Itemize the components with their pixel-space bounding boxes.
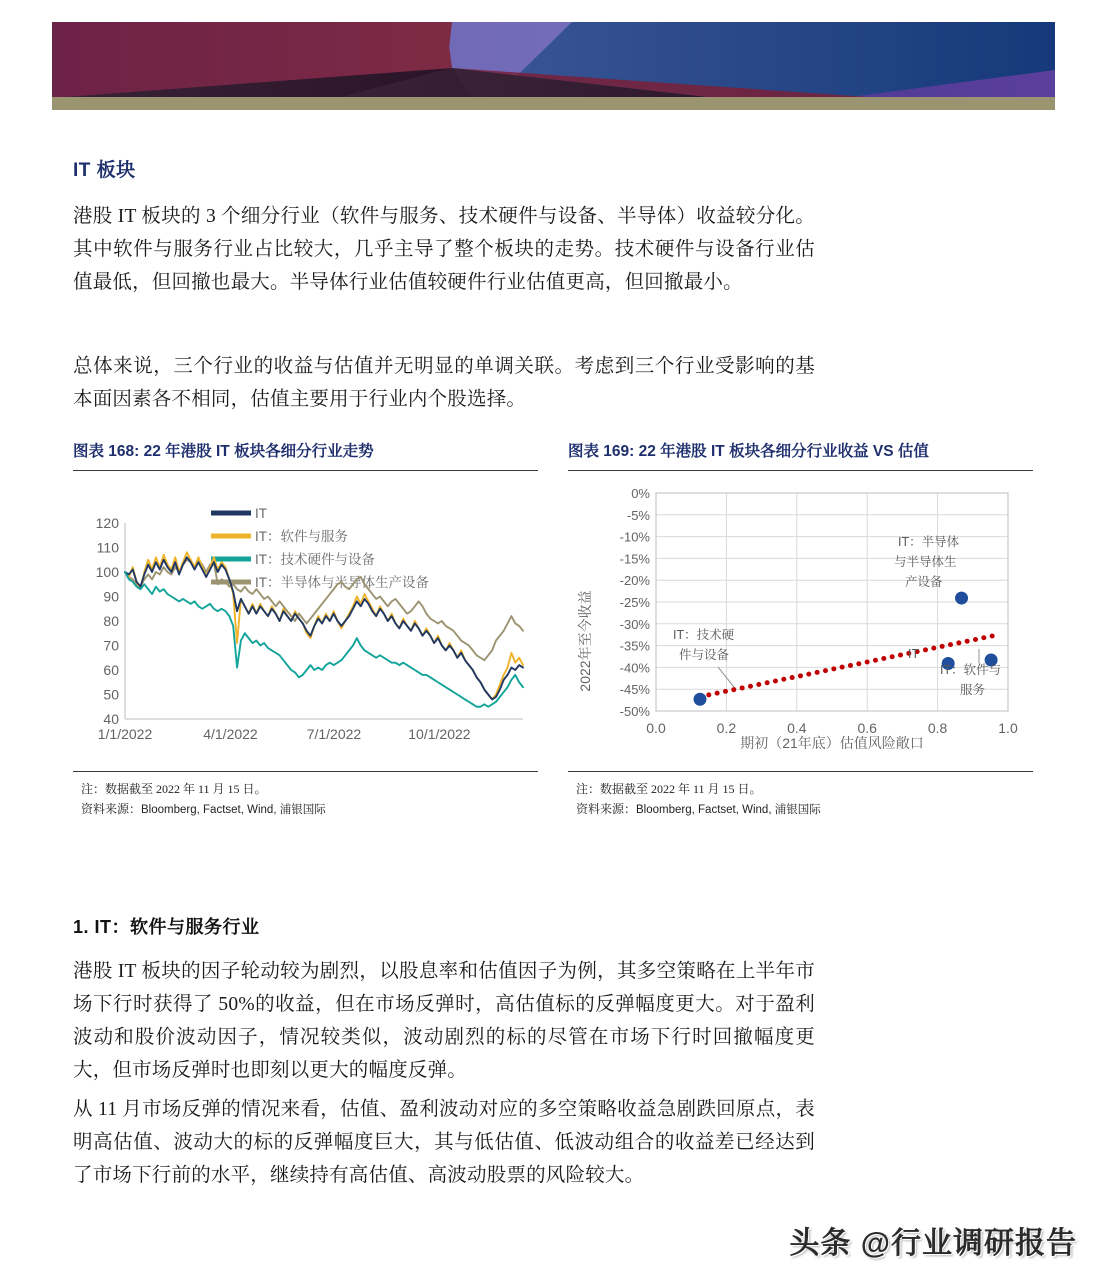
scatter-points-group bbox=[694, 592, 998, 706]
x-tick-3: 10/1/2022 bbox=[408, 726, 471, 742]
line-series-2 bbox=[125, 572, 523, 707]
y-tick-120: 120 bbox=[95, 515, 119, 531]
trendline-dot bbox=[748, 684, 753, 689]
trendline-dot bbox=[956, 640, 961, 645]
figure-169-title: 图表 169: 22 年港股 IT 板块各细分行业收益 VS 估值 bbox=[568, 443, 929, 460]
scatter-point-0[interactable] bbox=[694, 693, 707, 706]
y-tick-100: 100 bbox=[95, 564, 119, 580]
scatter-x-tick-1.0: 1.0 bbox=[998, 720, 1018, 736]
annot-software-line1: IT：软件与 bbox=[940, 663, 1002, 677]
trendline-dot bbox=[881, 656, 886, 661]
scatter-chart-svg bbox=[568, 471, 1033, 771]
y-tick-80: 80 bbox=[103, 613, 119, 629]
y-tick-60: 60 bbox=[103, 662, 119, 678]
trendline-dot bbox=[898, 653, 903, 658]
scatter-y-tick--50%: -50% bbox=[619, 704, 650, 719]
chart-legend bbox=[211, 506, 429, 590]
trendline-dot bbox=[815, 670, 820, 675]
trendline-dot bbox=[781, 677, 786, 682]
y-tick-50: 50 bbox=[103, 686, 119, 703]
x-axis-ticks bbox=[98, 726, 471, 742]
trendline-dot bbox=[948, 642, 953, 647]
trendline-dot bbox=[931, 646, 936, 651]
annot-hardware-line2: 件与设备 bbox=[679, 648, 730, 662]
trendline-dot bbox=[765, 680, 770, 685]
annot-semi-line2: 与半导体生 bbox=[894, 555, 957, 569]
subsection-title: 1. IT：软件与服务行业 bbox=[73, 917, 260, 937]
trendline-dot bbox=[706, 692, 711, 697]
scatter-y-tick--35%: -35% bbox=[619, 638, 650, 654]
figure-168-title: 图表 168: 22 年港股 IT 板块各细分行业走势 bbox=[73, 443, 374, 460]
trendline-dot bbox=[806, 672, 811, 677]
scatter-y-tick--10%: -10% bbox=[619, 529, 650, 545]
figure-169-source bbox=[576, 799, 1033, 820]
scatter-y-tick--45%: -45% bbox=[619, 682, 650, 698]
legend-label-hardware: IT：技术硬件与设备 bbox=[255, 552, 375, 567]
figure-168 bbox=[73, 440, 538, 820]
scatter-gridlines bbox=[656, 493, 1008, 711]
y-tick-70: 70 bbox=[103, 637, 119, 654]
trendline-dot bbox=[740, 685, 745, 690]
trendline-dot bbox=[715, 691, 720, 696]
trendline-dot bbox=[840, 665, 845, 670]
watermark: 头条 @行业调研报告 bbox=[789, 1227, 1077, 1260]
page-section-title: IT 板块 bbox=[73, 160, 136, 181]
figure-168-note: 注：数据截至 2022 年 11 月 15 日。 bbox=[81, 782, 267, 796]
scatter-x-tick-0.0: 0.0 bbox=[646, 720, 666, 736]
scatter-y-tick--40%: -40% bbox=[619, 660, 650, 676]
figure-168-notes bbox=[73, 772, 538, 820]
x-tick-0: 1/1/2022 bbox=[97, 726, 153, 742]
source-value: Bloomberg, Factset, Wind, 浦银国际 bbox=[636, 804, 821, 816]
figure-169-chart bbox=[568, 471, 1033, 771]
figure-169-note: 注：数据截至 2022 年 11 月 15 日。 bbox=[576, 782, 762, 796]
trendline-dot bbox=[940, 644, 945, 649]
paragraph-1: 港股 IT 板块的 3 个细分行业（软件与服务、技术硬件与设备、半导体）收益较分化。其中软件与服务行业占比较大，几乎主导了整个板块的走势。技术硬件与设备行业估值最低，但回撤也最大。半导体行业估值较硬件行业估值更高，但回撤最小。 bbox=[73, 206, 815, 293]
trendline-dot bbox=[823, 668, 828, 673]
scatter-x-ticks bbox=[646, 720, 1018, 736]
trendline-dot bbox=[873, 658, 878, 663]
y-tick-110: 110 bbox=[96, 539, 119, 556]
scatter-y-tick--5%: -5% bbox=[626, 507, 650, 523]
paragraph-3: 港股 IT 板块的因子轮动较为剧烈，以股息率和估值因子为例，其多空策略在上半年市场下行时获得了 50%的收益，但在市场反弹时，高估值标的反弹幅度更大。对于盈利波动和股价波动因子，情况较类似，波动剧烈的标的尽管在市场下行时回撤幅度更大，但市场反弹时也即刻以更大的幅度反弹。 bbox=[73, 961, 815, 1081]
legend-label-semiconductor: IT：半导体与半导体生产设备 bbox=[255, 575, 429, 590]
figure-168-chart bbox=[73, 471, 538, 771]
y-tick-90: 90 bbox=[103, 588, 119, 605]
banner-accent-bar bbox=[52, 97, 1055, 110]
source-value: Bloomberg, Factset, Wind, 浦银国际 bbox=[141, 804, 326, 816]
scatter-point-2[interactable] bbox=[955, 592, 968, 605]
trendline-dot bbox=[981, 635, 986, 640]
source-label: 资料来源： bbox=[81, 802, 142, 816]
trendline-dot bbox=[973, 637, 978, 642]
x-tick-1: 4/1/2022 bbox=[203, 726, 258, 742]
figure-169-notes bbox=[568, 772, 1033, 820]
trendline-dot bbox=[965, 639, 970, 644]
figure-169 bbox=[568, 440, 1033, 820]
trendline-dot bbox=[756, 682, 761, 687]
scatter-x-tick-0.4: 0.4 bbox=[787, 720, 807, 736]
paragraph-4: 从 11 月市场反弹的情况来看，估值、盈利波动对应的多空策略收益急剧跌回原点，表明高估值、波动大的标的反弹幅度巨大，其与低估值、低波动组合的收益差已经达到了市场下行前的水平，继续持有高估值、高波动股票的风险较大。 bbox=[73, 1099, 815, 1186]
paragraph-2: 总体来说，三个行业的收益与估值并无明显的单调关联。考虑到三个行业受影响的基本面因素各不相同，估值主要用于行业内个股选择。 bbox=[73, 356, 815, 410]
source-label: 资料来源： bbox=[576, 802, 637, 816]
trendline-dot bbox=[865, 659, 870, 664]
trendline-dot bbox=[848, 663, 853, 668]
scatter-x-axis-title: 期初（21年底）估值风险敞口 bbox=[740, 735, 924, 751]
trendline-dot bbox=[790, 675, 795, 680]
scatter-y-axis-title: 2022年至今收益 bbox=[577, 590, 593, 692]
scatter-y-tick--30%: -30% bbox=[619, 616, 650, 632]
trendline-dot bbox=[831, 666, 836, 671]
legend-label-it: IT bbox=[255, 506, 267, 521]
annot-software-line2: 服务 bbox=[960, 683, 986, 697]
scatter-y-tick--25%: -25% bbox=[619, 595, 650, 610]
scatter-x-tick-0.2: 0.2 bbox=[716, 720, 737, 736]
scatter-y-tick--20%: -20% bbox=[619, 573, 650, 589]
scatter-y-tick-0%: 0% bbox=[631, 486, 650, 501]
trendline-dot bbox=[856, 661, 861, 666]
trendline-dot bbox=[798, 673, 803, 678]
scatter-y-ticks bbox=[620, 486, 651, 719]
trendline-dot bbox=[731, 687, 736, 692]
annot-semi-line1: IT：半导体 bbox=[898, 535, 960, 549]
y-tick-40: 40 bbox=[103, 711, 119, 727]
trendline-dot bbox=[990, 634, 995, 639]
trendline-dot bbox=[923, 647, 928, 652]
trendline-dot bbox=[773, 679, 778, 684]
annot-hardware-line1: IT：技术硬 bbox=[673, 628, 735, 642]
annot-it: IT bbox=[908, 647, 920, 661]
line-chart-svg bbox=[73, 471, 538, 771]
annot-semi-line3: 产设备 bbox=[905, 575, 943, 589]
scatter-x-tick-0.6: 0.6 bbox=[857, 720, 877, 736]
legend-label-software: IT：软件与服务 bbox=[255, 529, 348, 544]
trendline-dot bbox=[890, 654, 895, 659]
x-tick-2: 7/1/2022 bbox=[306, 726, 362, 742]
scatter-y-tick--15%: -15% bbox=[619, 551, 650, 567]
figure-168-source bbox=[81, 799, 538, 820]
trendline-dot bbox=[723, 689, 728, 694]
scatter-x-tick-0.8: 0.8 bbox=[927, 720, 948, 736]
y-axis-ticks bbox=[96, 515, 120, 727]
